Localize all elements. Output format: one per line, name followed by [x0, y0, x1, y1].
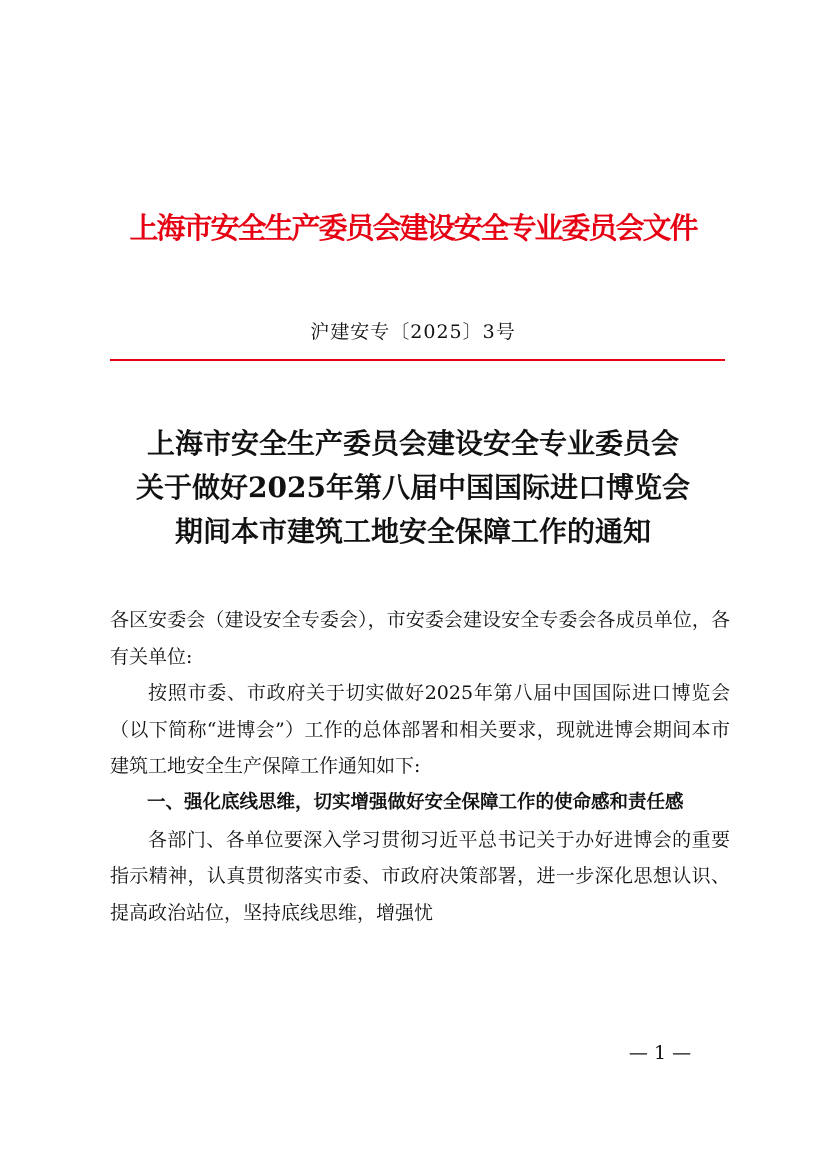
paragraph-intro: 按照市委、市政府关于切实做好2025年第八届中国国际进口博览会（以下简称“进博会”）工作的总体部署和相关要求，现就进博会期间本市建筑工地安全生产保障工作通知如下: [110, 682, 730, 778]
red-divider-line [110, 359, 725, 361]
document-title [90, 422, 736, 554]
title-line-2: 关于做好2025年第八届中国国际进口博览会 [136, 471, 690, 504]
paragraph-section-1: 各部门、各单位要深入学习贯彻习近平总书记关于办好进博会的重要指示精神，认真贯彻落实市委、市政府决策部署，进一步深化思想认识、提高政治站位，坚持底线思维，增强忧 [110, 828, 730, 924]
section-heading-1: 一、强化底线思维，切实增强做好安全保障工作的使命感和责任感 [147, 791, 684, 813]
document-number: 沪建安专〔2025〕3号 [310, 321, 516, 343]
page-number: — 1 — [628, 1042, 692, 1064]
salutation: 各区安委会（建设安全专委会），市安委会建设安全专委会各成员单位，各有关单位: [110, 609, 730, 668]
document-body [110, 602, 730, 931]
title-line-1: 上海市安全生产委员会建设安全专业委员会 [146, 427, 679, 460]
title-line-3: 期间本市建筑工地安全保障工作的通知 [174, 515, 651, 548]
document-masthead: 上海市安全生产委员会建设安全专业委员会文件 [129, 211, 697, 245]
